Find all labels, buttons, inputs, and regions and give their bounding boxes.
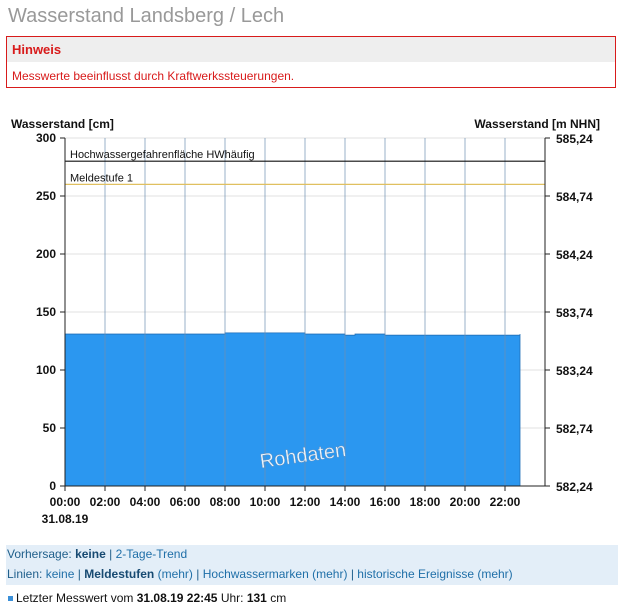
flood-marks-link[interactable]: Hochwassermarken (202, 567, 309, 581)
right-tick-label: 584,24 (556, 248, 593, 262)
stages-more-link[interactable]: (mehr) (157, 567, 193, 581)
forecast-none-option[interactable]: keine (75, 547, 106, 561)
right-tick-label: 585,24 (556, 132, 593, 146)
x-date-label: 31.08.19 (41, 512, 89, 526)
historic-more-link[interactable]: (mehr) (477, 567, 513, 581)
y-tick-label: 250 (35, 189, 56, 203)
notice-box (6, 36, 616, 88)
last-mid: Uhr: (220, 591, 244, 605)
right-tick-label: 584,74 (556, 190, 593, 204)
y-tick-label: 200 (35, 247, 56, 261)
y-tick-label: 50 (42, 421, 56, 435)
separator: | (77, 567, 81, 581)
last-value: 131 (246, 591, 267, 605)
watermark-text: Rohdaten (258, 439, 348, 473)
separator: | (109, 547, 113, 561)
forecast-trend-link[interactable]: 2-Tage-Trend (115, 547, 188, 561)
right-axis-title: Wasserstand [m NHN] (474, 117, 600, 131)
x-tick-label: 06:00 (169, 495, 201, 509)
x-tick-label: 14:00 (329, 495, 361, 509)
lines-label: Linien: (7, 567, 43, 581)
last-datetime: 31.08.19 22:45 (136, 591, 218, 605)
y-tick-label: 100 (35, 363, 56, 377)
x-tick-label: 08:00 (209, 495, 241, 509)
right-tick-label: 582,74 (556, 422, 593, 436)
x-tick-label: 20:00 (449, 495, 481, 509)
lines-stages-option[interactable]: Meldestufen (84, 567, 155, 581)
last-unit: cm (270, 591, 287, 605)
forecast-line (7, 547, 187, 561)
x-tick-label: 10:00 (249, 495, 281, 509)
water-level-chart (0, 130, 618, 530)
right-tick-label: 583,24 (556, 364, 593, 378)
left-axis-title: Wasserstand [cm] (11, 117, 114, 131)
page-title: Wasserstand Landsberg / Lech (8, 5, 285, 27)
forecast-label: Vorhersage: (7, 547, 72, 561)
y-tick-label: 300 (35, 131, 56, 145)
y-tick-label: 150 (35, 305, 56, 319)
x-tick-label: 22:00 (489, 495, 521, 509)
notice-heading: Hinweis (7, 37, 615, 62)
reference-line-label: Meldestufe 1 (70, 172, 133, 185)
reference-line-label: Hochwassergefahrenfläche HWhäufig (70, 149, 255, 162)
x-tick-label: 00:00 (49, 495, 81, 509)
right-tick-label: 583,74 (556, 306, 593, 320)
flood-marks-more-link[interactable]: (mehr) (312, 567, 348, 581)
x-tick-label: 12:00 (289, 495, 321, 509)
separator: | (350, 567, 354, 581)
right-tick-label: 582,24 (556, 480, 593, 494)
x-tick-label: 02:00 (89, 495, 121, 509)
separator: | (196, 567, 200, 581)
lines-line (7, 567, 513, 581)
y-tick-label: 0 (49, 479, 56, 493)
last-measurement (16, 591, 286, 605)
x-tick-label: 16:00 (369, 495, 401, 509)
last-prefix: Letzter Messwert vom (16, 591, 134, 605)
historic-events-link[interactable]: historische Ereignisse (357, 567, 474, 581)
x-tick-label: 04:00 (129, 495, 161, 509)
lines-none-link[interactable]: keine (45, 567, 75, 581)
x-tick-label: 18:00 (409, 495, 441, 509)
bullet-icon (8, 596, 13, 601)
notice-text: Messwerte beeinflusst durch Kraftwerkssteuerungen. (12, 69, 295, 83)
footer-options (6, 545, 618, 585)
